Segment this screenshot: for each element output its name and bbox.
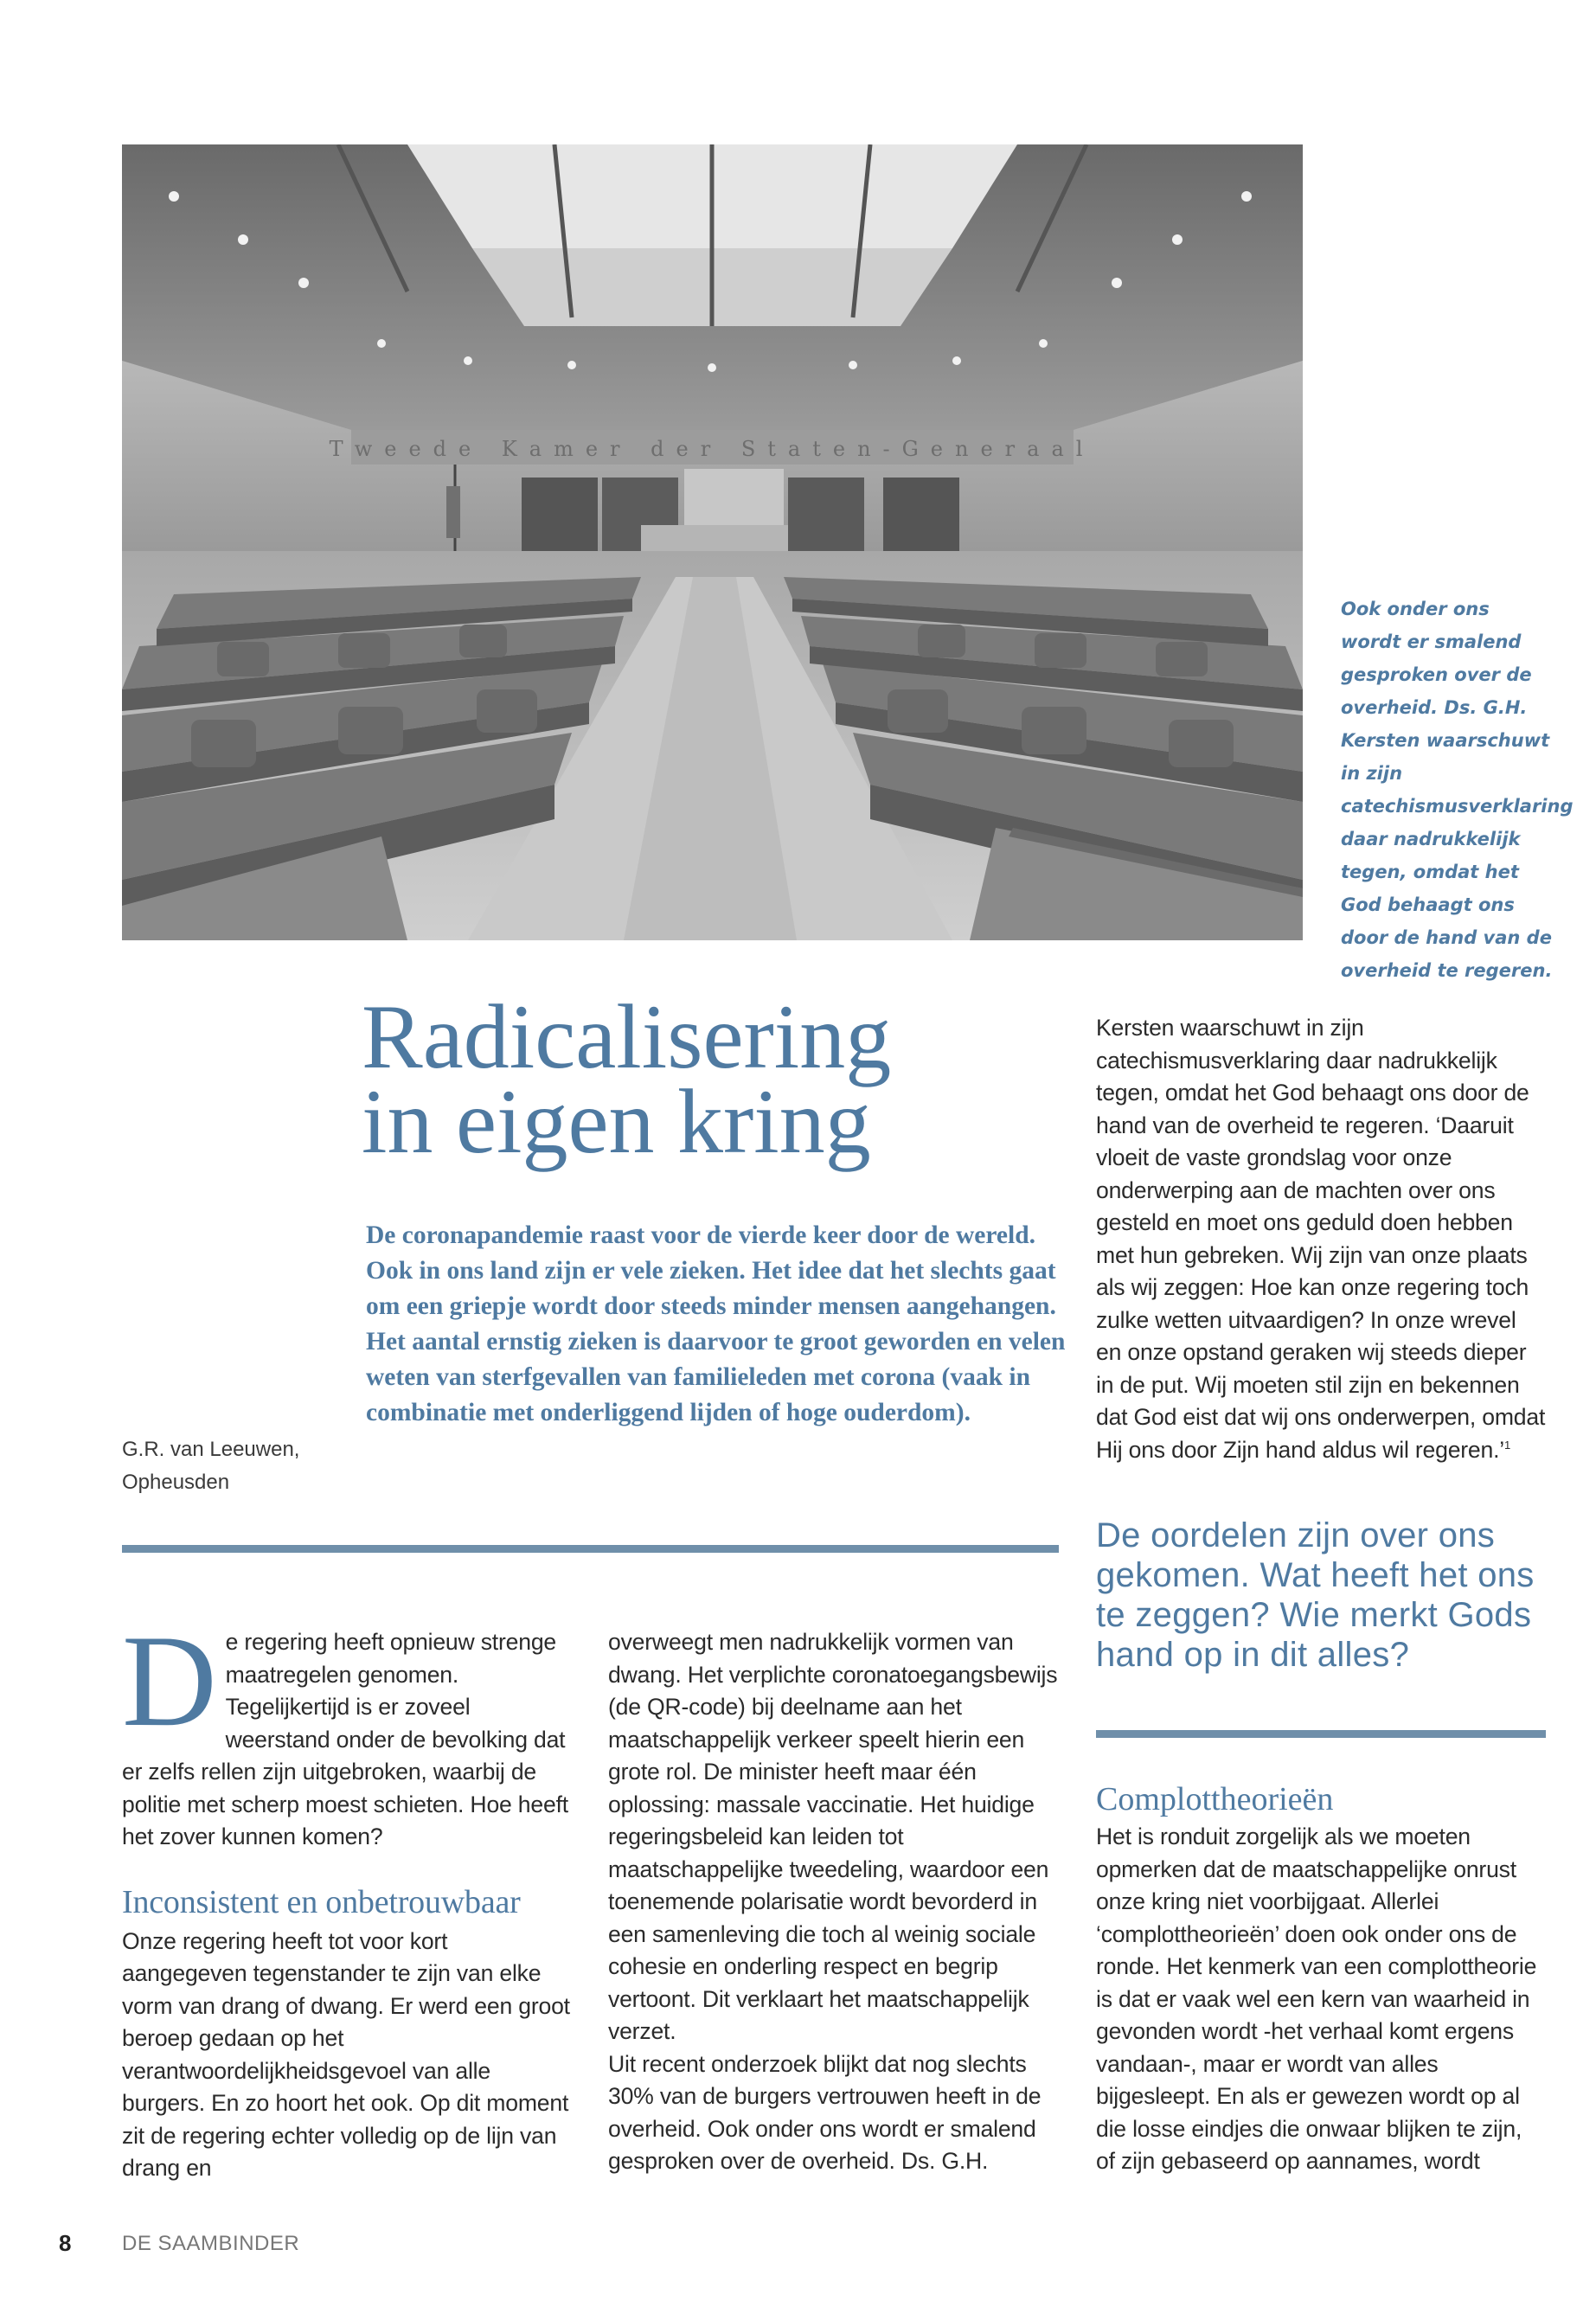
subheading-complottheorieen: Complottheorieën [1096,1781,1334,1817]
article-lede: De coronapandemie raast voor de vierde keer door de wereld. Ook in ons land zijn er vele zieken. Het idee dat het slechts gaat om een griepje wordt door steeds minder mensen aangehangen. Het aantal ernstig zieken is daarvoor te groot geworden en velen weten van sterfgevallen van familieleden met corona (vaak in combinatie met onderliggend lijden of hoge ouderdom). [366,1221,1066,1426]
column-3-top [1096,1012,1546,1466]
column-1 [122,1608,572,2185]
page-number: 8 [59,2230,72,2256]
body-paragraph [1096,1012,1546,1466]
photo-caption: Ook onder ons wordt er smalend gesproken over de overheid. Ds. G.H. Kersten waarschuwt in zijn catechismusverklaring daar nadrukkelijk tegen, omdat het God behaagt ons door de hand van de overheid te regeren. [1341,599,1574,981]
section-divider [1096,1730,1546,1738]
body-paragraph: Het is ronduit zorgelijk als we moeten opmerken dat de maatschappelijke onrust onze kring niet voorbijgaat. Allerlei ‘complottheorieën’ doen ook onder ons de ronde. Het kenmerk van een complottheorie is dat er vaak wel een kern van waarheid in gevonden wordt -het verhaal komt ergens vandaan-, maar er wordt van alles bijgesleept. En als er gewezen wordt op al die losse eindjes die onwaar blijken te zijn, of zijn gebaseerd op aannames, wordt [1096,1823,1537,2174]
footnote-marker: 1 [1504,1438,1511,1452]
headline-line-1: Radicalisering [362,986,892,1087]
section-divider [122,1545,1059,1553]
article-headline [362,986,1071,1172]
body-paragraph: overweegt men nadrukkelijk vormen van dwang. Het verplichte coronatoegangsbewijs (de QR-code) bij deelname aan het maatschappelijk verkeer speelt hierin een grote rol. De minister heeft maar één oplossing: massale vaccinatie. Het huidige regeringsbeleid kan leiden tot maatschappelijke tweedeling, waardoor een toenemende polarisatie wordt bevorderd in een samenleving die toch al weinig sociale cohesie en onderling respect en begrip vertoont. Dit verklaart het maatschappelijk verzet. [608,1629,1058,2044]
body-paragraph: Onze regering heeft tot voor kort aangegeven tegenstander te zijn van elke vorm van drang of dwang. Er werd een groot beroep gedaan op het verantwoordelijkheidsgevoel van alle burgers. En zo hoort het ook. Op dit moment zit de regering echter volledig op de lijn van drang en [122,1927,570,2181]
author-byline [122,1433,338,1499]
pull-quote: De oordelen zijn over ons gekomen. Wat heeft het ons te zeggen? Wie merkt Gods hand op in dit alles? [1096,1516,1535,1674]
photo-illustration [122,144,1303,940]
column-3-bottom [1096,1821,1546,2178]
subheading-inconsistent: Inconsistent en onbetrouwbaar [122,1883,521,1920]
hall-inscription: Tweede Kamer der Staten-Generaal [329,437,1095,461]
quote-text: Kersten waarschuwt in zijn catechismusverklaring daar nadrukkelijk tegen, omdat het God behaagt ons door de hand van de overheid te regeren. ‘Daaruit vloeit de vaste grondslag voor onze onderwerping aan de machten over ons gesteld en moet ons geduld doen hebben met hun gebreken. Wij zijn van onze plaats als wij zeggen: Hoe kan onze regering toch zulke wetten uitvaardigen? In onze wrevel en onze opstand geraken wij steeds dieper in de put. Wij moeten stil zijn en bekennen dat God eist dat wij ons onderwerpen, omdat Hij ons door Zijn hand aldus wil regeren.’ [1096,1015,1546,1463]
drop-cap: D [122,1608,217,1753]
column-2 [608,1626,1058,2178]
author-name: G.R. van Leeuwen, [122,1438,300,1461]
publication-name: DE SAAMBINDER [122,2232,300,2255]
headline-line-2: in eigen kring [362,1071,871,1172]
parliament-hall-photo [122,144,1303,940]
author-place: Opheusden [122,1471,230,1494]
intro-paragraph: e regering heeft opnieuw strenge maatregelen genomen. Tegelijkertijd is er zoveel weerstand onder de bevolking dat er zelfs rellen zijn uitgebroken, waarbij de politie met scherp moest schieten. Hoe heeft het zover kunnen komen? [122,1629,568,1849]
body-paragraph: Uit recent onderzoek blijkt dat nog slechts 30% van de burgers vertrouwen heeft in de overheid. Ook onder ons wordt er smalend gesproken over de overheid. Ds. G.H. [608,2050,1042,2174]
